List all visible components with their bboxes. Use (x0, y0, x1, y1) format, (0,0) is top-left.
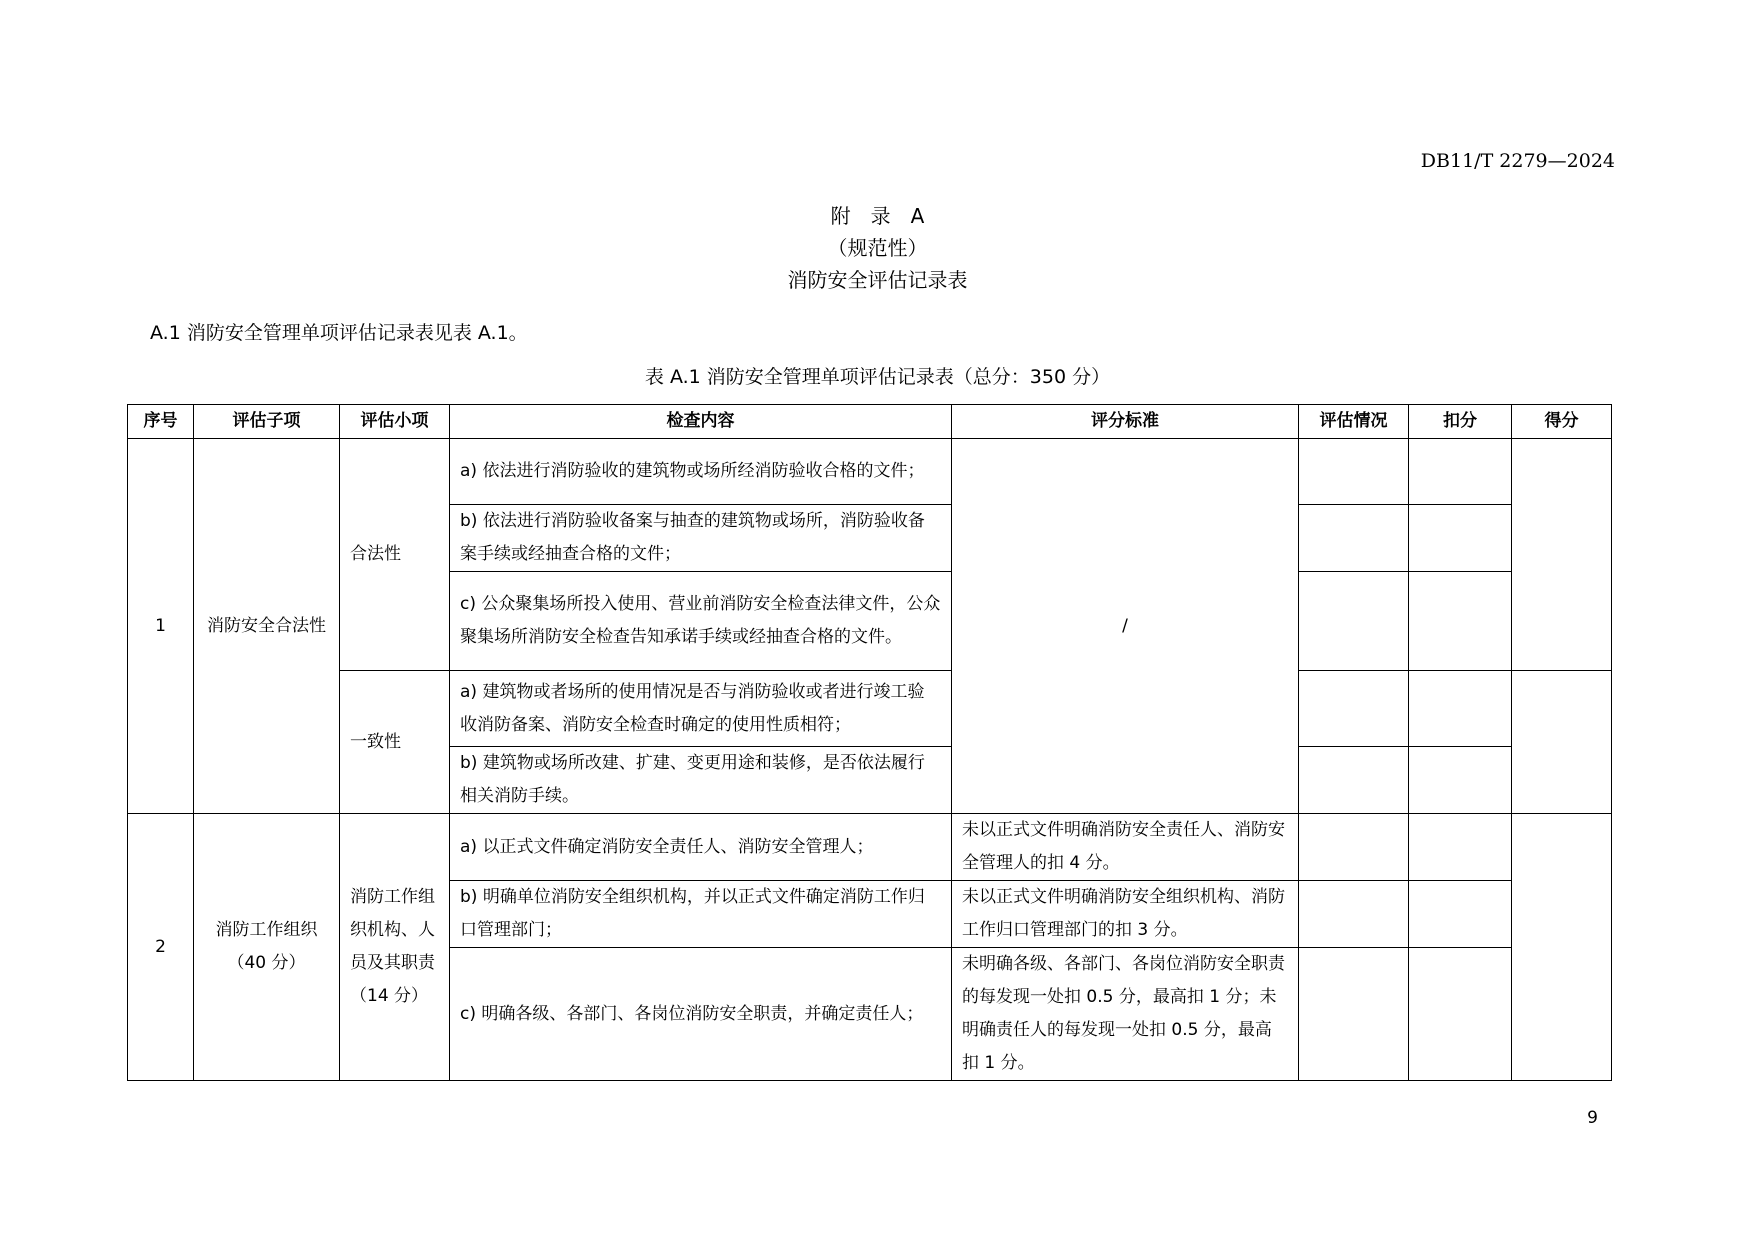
check-content: c) 公众聚集场所投入使用、营业前消防安全检查法律文件，公众聚集场所消防安全检查告知承诺手续或经抽查合格的文件。 (450, 572, 952, 671)
small-item: 一致性 (340, 671, 450, 814)
check-content: b) 依法进行消防验收备案与抽查的建筑物或场所，消防验收备案手续或经抽查合格的文件； (450, 505, 952, 572)
scoring-standard: 未以正式文件明确消防安全组织机构、消防工作归口管理部门的扣 3 分。 (952, 881, 1299, 948)
header-cell: 评估小项 (340, 405, 450, 439)
deduction-cell[interactable] (1409, 439, 1512, 505)
appendix-name: 消防安全评估记录表 (787, 268, 968, 292)
score-cell[interactable] (1512, 439, 1612, 671)
section-text: A.1 消防安全管理单项评估记录表见表 A.1。 (150, 322, 528, 344)
scoring-standard: / (952, 439, 1299, 814)
deduction-cell[interactable] (1409, 814, 1512, 881)
header-cell: 序号 (128, 405, 194, 439)
table-row (128, 671, 1612, 747)
header-cell: 扣分 (1409, 405, 1512, 439)
deduction-cell[interactable] (1409, 747, 1512, 814)
scoring-standard: 未明确各级、各部门、各岗位消防安全职责的每发现一处扣 0.5 分，最高扣 1 分；未明确责任人的每发现一处扣 0.5 分，最高扣 1 分。 (952, 948, 1299, 1081)
deduction-cell[interactable] (1409, 572, 1512, 671)
small-item: 消防工作组织机构、人员及其职责（14 分） (340, 814, 450, 1081)
evaluation-cell[interactable] (1299, 572, 1409, 671)
small-item: 合法性 (340, 439, 450, 671)
evaluation-cell[interactable] (1299, 439, 1409, 505)
scoring-standard: 未以正式文件明确消防安全责任人、消防安全管理人的扣 4 分。 (952, 814, 1299, 881)
evaluation-cell[interactable] (1299, 505, 1409, 572)
appendix-title: 附 录 A (830, 204, 925, 228)
check-content: a) 建筑物或者场所的使用情况是否与消防验收或者进行竣工验收消防备案、消防安全检查时确定的使用性质相符； (450, 671, 952, 747)
header-cell: 检查内容 (450, 405, 952, 439)
check-content: b) 建筑物或场所改建、扩建、变更用途和装修，是否依法履行相关消防手续。 (450, 747, 952, 814)
header-cell: 评估子项 (194, 405, 340, 439)
evaluation-cell[interactable] (1299, 814, 1409, 881)
evaluation-cell[interactable] (1299, 881, 1409, 948)
appendix-type: （规范性） (827, 236, 928, 260)
evaluation-cell[interactable] (1299, 671, 1409, 747)
evaluation-table (127, 404, 1612, 1081)
sub-item: 消防安全合法性 (194, 439, 340, 814)
score-cell[interactable] (1512, 814, 1612, 1081)
header-cell: 评估情况 (1299, 405, 1409, 439)
deduction-cell[interactable] (1409, 881, 1512, 948)
header-cell: 得分 (1512, 405, 1612, 439)
evaluation-cell[interactable] (1299, 948, 1409, 1081)
check-content: a) 依法进行消防验收的建筑物或场所经消防验收合格的文件； (450, 439, 952, 505)
table-header-row (128, 405, 1612, 439)
deduction-cell[interactable] (1409, 671, 1512, 747)
table-row (128, 439, 1612, 505)
appendix-heading (0, 200, 1755, 296)
table-row (128, 814, 1612, 881)
row-number: 1 (128, 439, 194, 814)
table-caption: 表 A.1 消防安全管理单项评估记录表（总分：350 分） (644, 366, 1111, 388)
evaluation-cell[interactable] (1299, 747, 1409, 814)
check-content: c) 明确各级、各部门、各岗位消防安全职责，并确定责任人； (450, 948, 952, 1081)
document-code: DB11/T 2279—2024 (1420, 150, 1615, 172)
page-number: 9 (1587, 1108, 1598, 1128)
header-cell: 评分标准 (952, 405, 1299, 439)
check-content: b) 明确单位消防安全组织机构，并以正式文件确定消防工作归口管理部门； (450, 881, 952, 948)
sub-item: 消防工作组织（40 分） (194, 814, 340, 1081)
score-cell[interactable] (1512, 671, 1612, 814)
deduction-cell[interactable] (1409, 948, 1512, 1081)
check-content: a) 以正式文件确定消防安全责任人、消防安全管理人； (450, 814, 952, 881)
deduction-cell[interactable] (1409, 505, 1512, 572)
row-number: 2 (128, 814, 194, 1081)
